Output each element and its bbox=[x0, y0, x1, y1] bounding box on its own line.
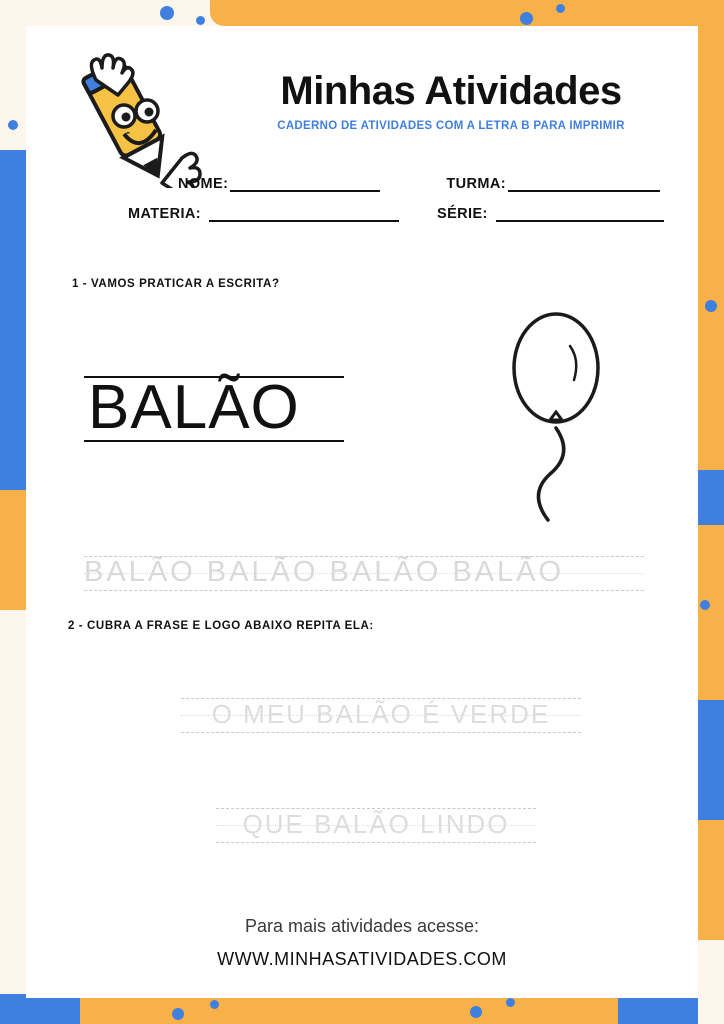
decor-band-bottom-orange bbox=[70, 994, 630, 1024]
decor-band-right-blue bbox=[698, 470, 724, 525]
worksheet-footer bbox=[26, 916, 698, 970]
exercise-1-trace-text: BALÃO BALÃO BALÃO BALÃO bbox=[84, 556, 565, 588]
exercise-2-trace-text-1: O MEU BALÃO É VERDE bbox=[211, 699, 551, 729]
balloon-icon bbox=[496, 306, 626, 536]
footer-website[interactable]: WWW.MINHASATIVIDADES.COM bbox=[217, 949, 507, 969]
decor-band-right-blue-2 bbox=[698, 700, 724, 820]
nome-input-line[interactable] bbox=[230, 176, 380, 192]
footer-text: Para mais atividades acesse: bbox=[244, 916, 480, 936]
decor-dot bbox=[160, 6, 174, 20]
decor-band-top-orange bbox=[210, 0, 510, 26]
exercise-2-trace-line-1[interactable] bbox=[181, 698, 581, 734]
decor-band-left-blue bbox=[0, 150, 28, 490]
turma-input-line[interactable] bbox=[508, 176, 660, 192]
serie-input-line[interactable] bbox=[496, 206, 664, 222]
decor-dot bbox=[506, 998, 515, 1007]
worksheet-sheet bbox=[26, 26, 698, 998]
exercise-2-label: 2 - CUBRA A FRASE E LOGO ABAIXO REPITA ELA: bbox=[68, 620, 374, 632]
page-title: Minhas Atividades bbox=[280, 69, 622, 113]
exercise-1-word-block bbox=[84, 348, 344, 448]
serie-field[interactable] bbox=[437, 206, 664, 222]
materia-field[interactable] bbox=[128, 206, 399, 222]
decor-dot bbox=[8, 120, 18, 130]
decor-band-bottom-right-blue bbox=[618, 994, 698, 1024]
decor-dot bbox=[196, 16, 205, 25]
page-subtitle: CADERNO DE ATIVIDADES COM A LETRA B PARA IMPRIMIR bbox=[277, 120, 625, 132]
decor-band-bottom-left-blue bbox=[0, 994, 80, 1024]
serie-label: SÉRIE: bbox=[437, 206, 488, 222]
decor-band-right-orange bbox=[698, 0, 724, 470]
exercise-2-trace-text-2: QUE BALÃO LINDO bbox=[242, 809, 510, 839]
exercise-1-trace-line[interactable] bbox=[84, 556, 644, 592]
decor-dot bbox=[700, 600, 710, 610]
exercise-1-word: BALÃO bbox=[88, 373, 300, 442]
student-fields bbox=[26, 176, 698, 236]
decor-band-left-orange-lower bbox=[0, 490, 28, 610]
nome-field[interactable] bbox=[178, 176, 380, 192]
decor-dot bbox=[556, 4, 565, 13]
turma-label: TURMA: bbox=[446, 176, 506, 192]
decor-dot bbox=[172, 1008, 184, 1020]
decor-dot bbox=[470, 1006, 482, 1018]
exercise-1-label: 1 - VAMOS PRATICAR A ESCRITA? bbox=[72, 278, 280, 290]
title-block bbox=[226, 70, 676, 135]
materia-input-line[interactable] bbox=[209, 206, 399, 222]
decor-dot bbox=[520, 12, 533, 25]
decor-dot bbox=[705, 300, 717, 312]
materia-label: MATERIA: bbox=[128, 206, 202, 222]
pencil-mascot-icon bbox=[54, 38, 214, 188]
field-row-2 bbox=[26, 206, 698, 222]
field-row-1 bbox=[26, 176, 698, 192]
decor-dot bbox=[210, 1000, 219, 1009]
worksheet-header bbox=[26, 26, 698, 176]
nome-label: NOME: bbox=[178, 176, 229, 192]
exercise-2-trace-line-2[interactable] bbox=[216, 808, 536, 844]
turma-field[interactable] bbox=[446, 176, 660, 192]
